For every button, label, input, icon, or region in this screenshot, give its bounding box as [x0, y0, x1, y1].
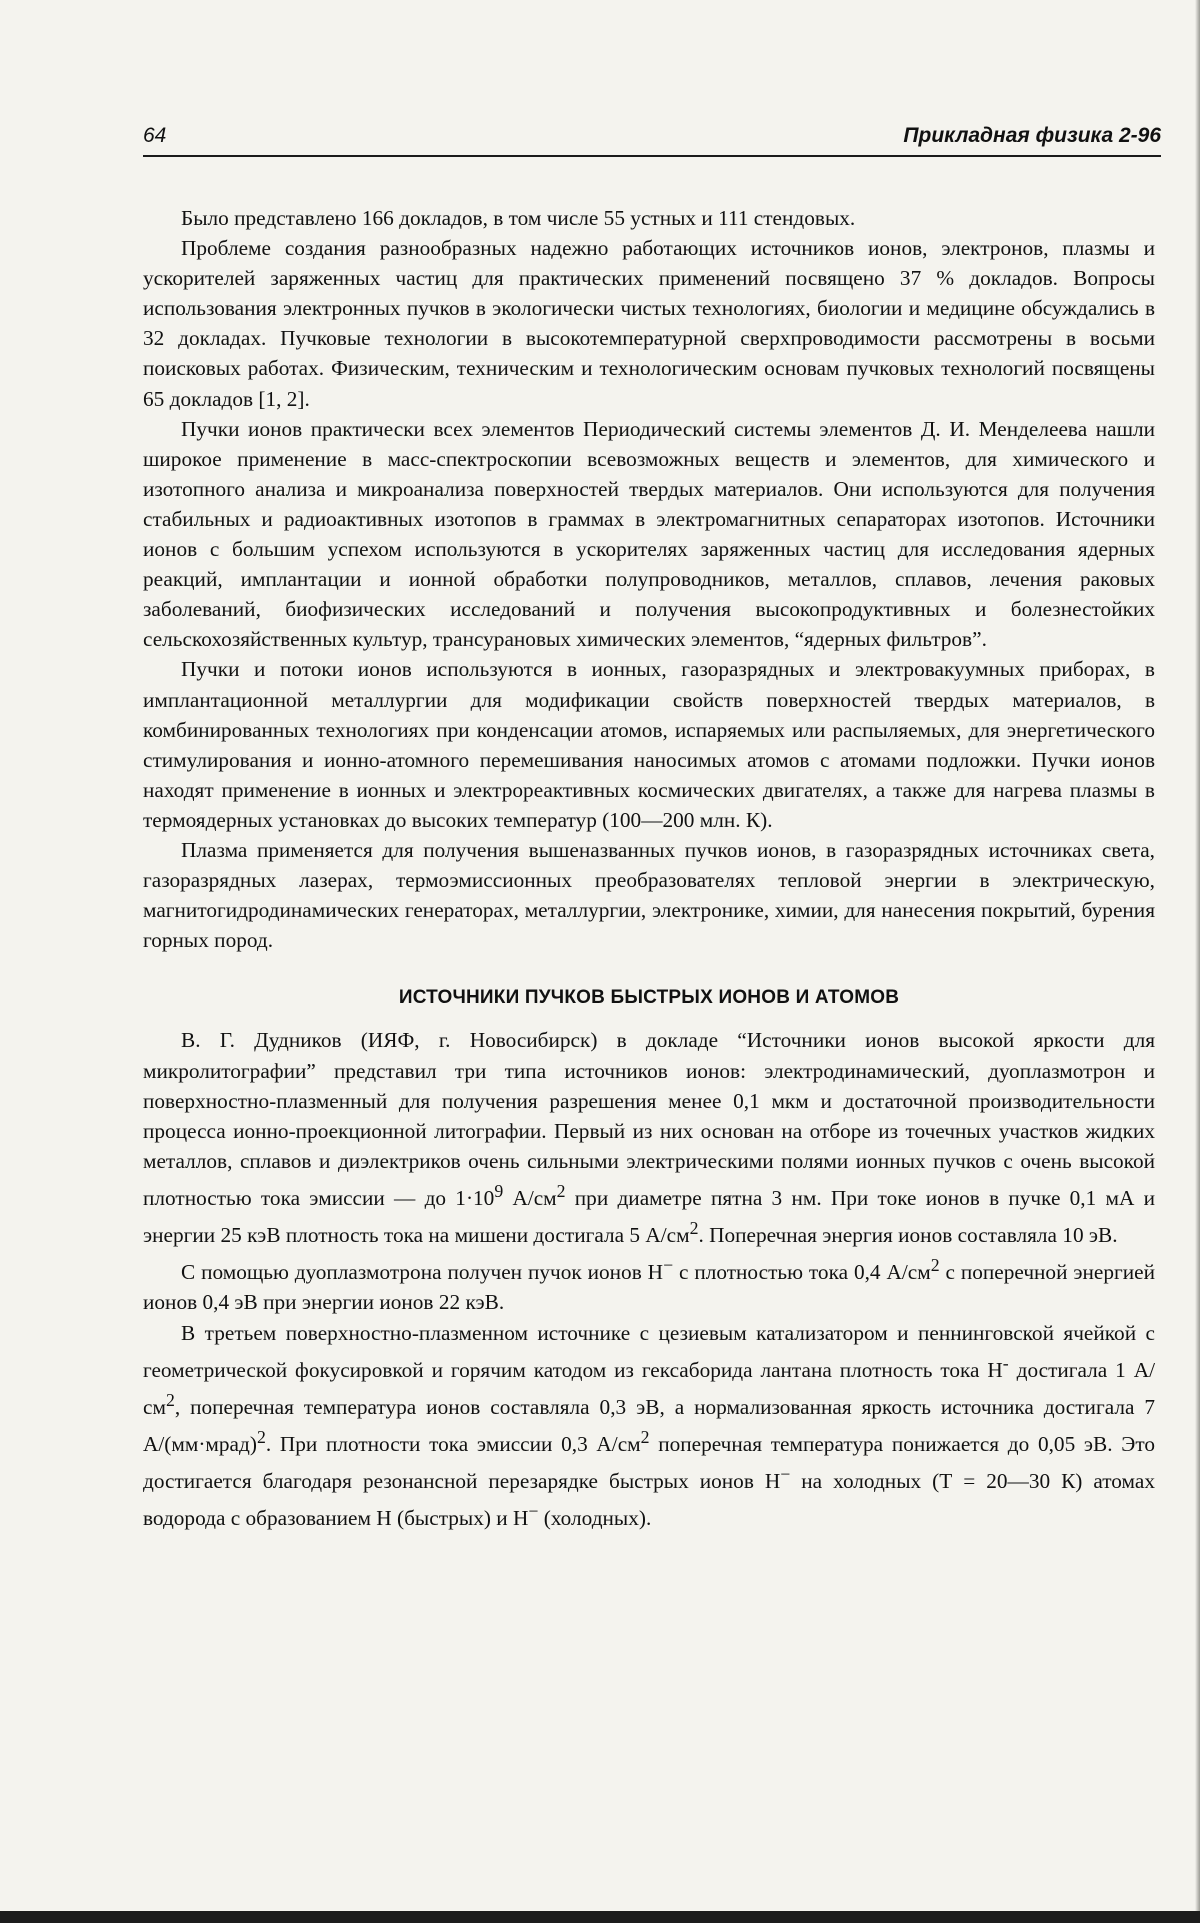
article-body [143, 203, 1155, 1534]
superscript: − [528, 1501, 539, 1522]
text-run: поперечная температура понижается до 0,05 эВ. Это достигается благодаря резонансной перезарядке быстрых ионов Н [143, 1432, 1155, 1494]
text-run: с поперечной энергией ионов 0,4 эВ при энергии ионов 22 кэВ. [143, 1260, 1156, 1315]
text-run: , поперечная температура ионов составляла 0,3 эВ, а нормализованная яркость источника достигала 7 А/(мм·мрад) [143, 1394, 1155, 1457]
paragraph-reports-count: Было представлено 166 докладов, в том числе 55 устных и 111 стендовых. [181, 206, 856, 230]
superscript: − [663, 1255, 674, 1276]
text-run: достигала 1 А/см [143, 1357, 1155, 1419]
superscript: 9 [494, 1180, 504, 1201]
superscript: 2 [689, 1218, 699, 1239]
header-rule [143, 155, 1161, 157]
running-header [143, 124, 1161, 154]
paragraph-ion-beam-applications: Пучки ионов практически всех элементов Периодический системы элементов Д. И. Менделеева нашли широкое применение в масс-спектроскопии всевозможных веществ и элементов, для химического и изотопного анализа и микроанализа поверхностей твердых материалов. Они используются для получения стабильных и радиоактивных изотопов в граммах в электромагнитных сепараторах изотопов. Источники ионов с большим успехом используются в ускорителях заряженных частиц для исследования ядерных реакций, имплантации и ионной обработки полупроводников, металлов, сплавов, лечения раковых заболеваний, биофизических исследований и получения высокопродуктивных и болезнестойких сельскохозяйственных культур, трансурановых химических элементов, “ядерных фильтров”. [143, 416, 1155, 652]
paragraph-dudnikov-report [143, 1025, 1155, 1250]
superscript: 2 [930, 1255, 940, 1276]
text-run: при диаметре пятна 3 нм. При токе ионов в пучке 0,1 мА и энергии 25 кэВ плотность тока на мишени достигала 5 А/см [143, 1186, 1155, 1248]
text-run: В. Г. Дудников (ИЯФ, г. Новосибирск) в докладе “Источники ионов высокой яркости для микролитографии” представил три типа источников ионов: электродинамический, дуоплазмотрон и поверхностно-плазменный для получения разрешения менее 0,1 мкм и достаточной производительности процесса ионно-проекционной литографии. Первый из них основан на отборе из точечных участков жидких металлов, сплавов и диэлектриков очень сильными электрическими полями ионных пучков с очень высокой плотностью тока эмиссии — до 1·10 [143, 1028, 1155, 1210]
superscript: − [780, 1464, 791, 1485]
journal-title: Прикладная физика 2-96 [903, 124, 1161, 147]
text-run: А/см [503, 1186, 557, 1210]
paragraph-surface-plasma-source [143, 1318, 1155, 1534]
superscript: 2 [256, 1427, 266, 1448]
scan-bottom-edge [0, 1911, 1200, 1923]
page-number: 64 [143, 124, 167, 147]
text-run: . При плотности тока эмиссии 0,3 А/см [265, 1432, 641, 1457]
superscript: - [1002, 1352, 1009, 1373]
paragraph-duoplasmatron [143, 1250, 1155, 1317]
paragraph-ion-flows-devices: Пучки и потоки ионов используются в ионных, газоразрядных и электровакуумных приборах, в имплантационной металлургии для модификации свойств поверхностей твердых материалов, в комбинированных технологиях при конденсации атомов, испаряемых или распыляемых, для энергетического стимулирования и ионно-атомного перемешивания наносимых атомов с атомами подложки. Пучки ионов находят применение в ионных и электрореактивных космических двигателях, а также для нагрева плазмы в термоядерных установках до высоких температур (100—200 млн. К). [143, 657, 1155, 832]
paragraph-plasma-uses: Плазма применяется для получения вышеназванных пучков ионов, в газоразрядных источниках света, газоразрядных лазерах, термоэмиссионных преобразователях тепловой энергии в электрическую, магнитогидродинамических генераторах, металлургии, электронике, химии, для нанесения покрытий, бурения горных пород. [143, 837, 1155, 953]
text-run: (холодных). [538, 1506, 652, 1531]
superscript: 2 [165, 1389, 175, 1410]
superscript: 2 [556, 1180, 566, 1201]
text-run: С помощью дуоплазмотрона получен пучок ионов Н [181, 1260, 664, 1285]
scan-right-edge [1195, 0, 1200, 1923]
superscript: 2 [640, 1427, 650, 1448]
text-run: . Поперечная энергия ионов составляла 10 эВ. [698, 1223, 1118, 1248]
text-run: с плотностью тока 0,4 А/см [673, 1260, 931, 1285]
section-heading: ИСТОЧНИКИ ПУЧКОВ БЫСТРЫХ ИОНОВ И АТОМОВ [398, 987, 900, 1009]
text-run: на холодных (Т = 20—30 К) атомах водорода с образованием Н (быстрых) и Н [143, 1469, 1155, 1531]
text-run: В третьем поверхностно-плазменном источнике с цезиевым катализатором и пеннинговской ячейкой с геометрической фокусировкой и горячим катодом из гексаборида лантана плотность тока Н [143, 1320, 1155, 1382]
paragraph-sources-overview: Проблеме создания разнообразных надежно работающих источников ионов, электронов, плазмы и ускорителей заряженных частиц для практических применений посвящено 37 % докладов. Вопросы использования электронных пучков в экологически чистых технологиях, биологии и медицине обсуждались в 32 докладах. Пучковые технологии в высокотемпературной сверхпроводимости рассмотрены в восьми поисковых работах. Физическим, техническим и технологическим основам пучковых технологий посвящены 65 докладов [1, 2]. [143, 236, 1155, 411]
